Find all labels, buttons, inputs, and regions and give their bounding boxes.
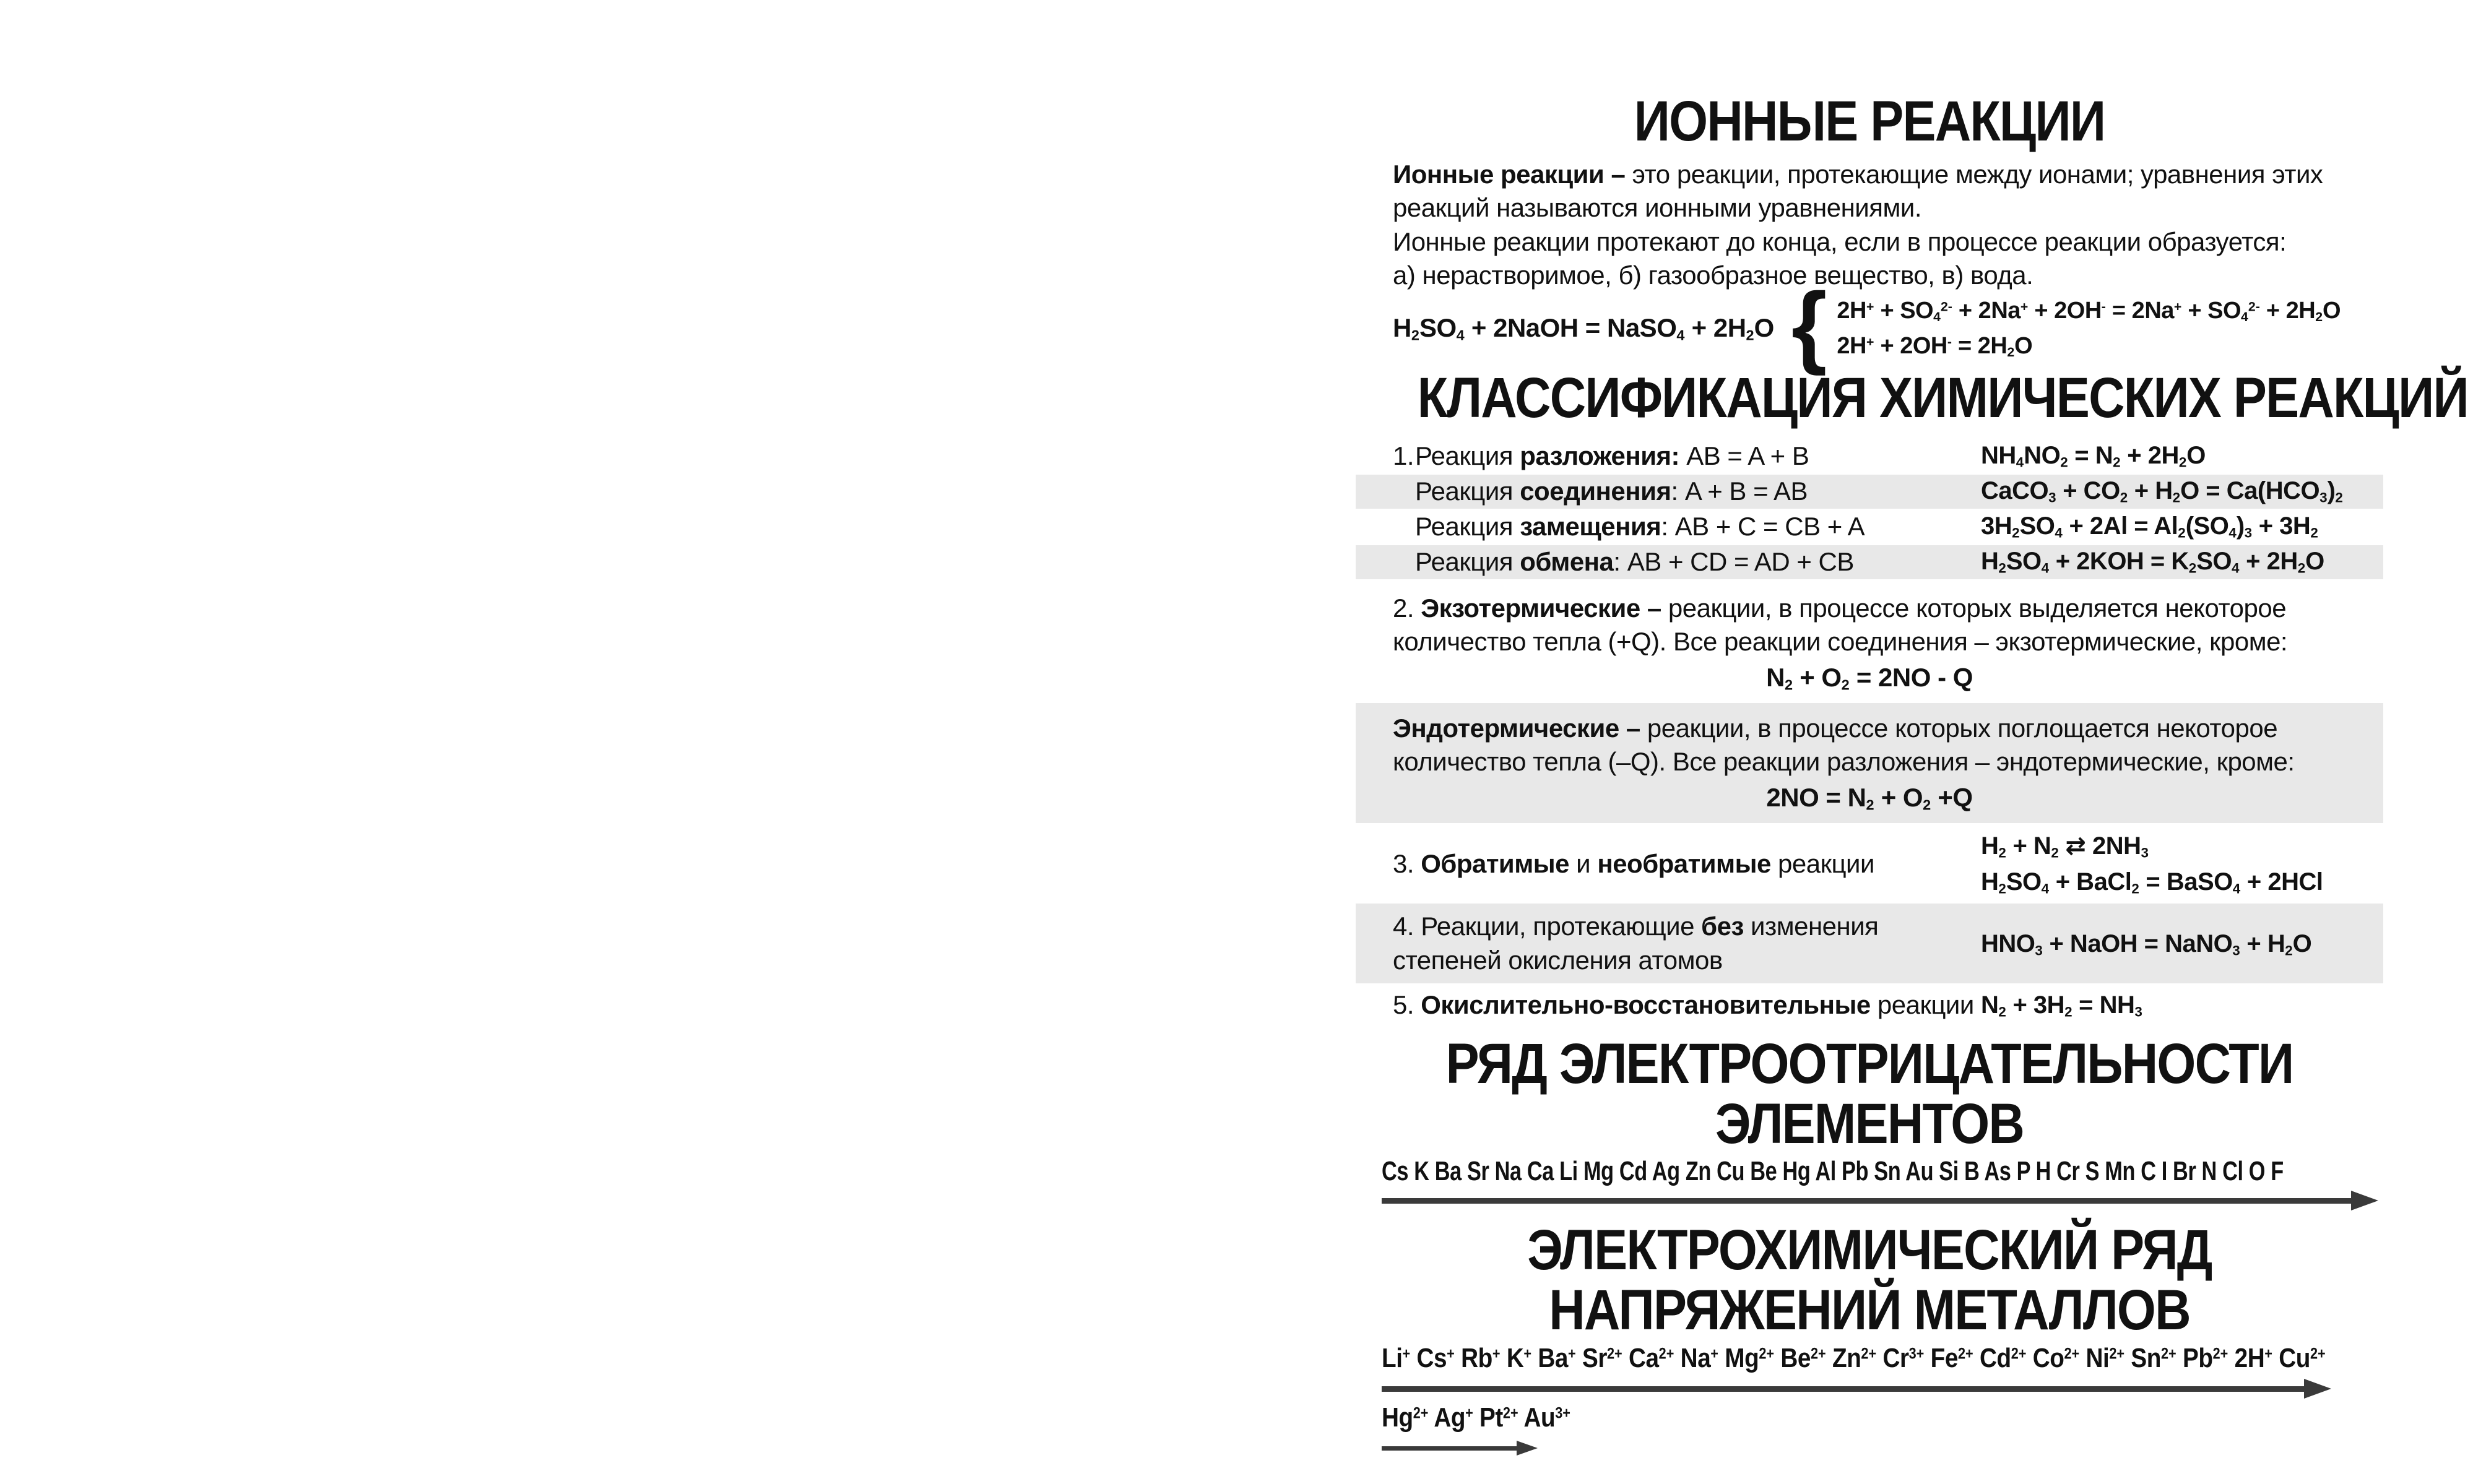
definition-text-line: 2. Экзотермические – реакции, в процессе которых выделяется некоторое bbox=[1393, 593, 2287, 623]
intro-text-line: реакций называются ионными уравнениями. bbox=[1393, 193, 1921, 223]
table-row bbox=[1356, 439, 2383, 473]
activity-series-row-1 bbox=[1356, 1343, 2383, 1378]
activity-series-arrow-1-icon bbox=[1382, 1379, 2331, 1399]
definition-text-line: количество тепла (+Q). Все реакции соединения – экзотермические, кроме: bbox=[1393, 627, 2288, 657]
endothermic-definition bbox=[1356, 712, 2383, 779]
row-number: 1. bbox=[1393, 441, 1414, 471]
reaction-type-label bbox=[1356, 547, 1981, 577]
reaction-type-label bbox=[1356, 512, 1981, 541]
reversible-example-formula: $H_2 + N_2$ ⇄ $2NH_3$ bbox=[1981, 832, 2149, 861]
arrow-head bbox=[1517, 1441, 1538, 1456]
row-number bbox=[1393, 547, 1415, 577]
classification-title: КЛАССИФИКАЦИЯ ХИМИЧЕСКИХ РЕАКЦИЙ bbox=[1417, 366, 2468, 429]
table-row bbox=[1356, 475, 2383, 509]
item-label: 3. Обратимые и необратимые реакции bbox=[1393, 848, 1874, 878]
item-label-line: степеней окисления атомов bbox=[1393, 945, 1723, 975]
endothermic-exception-formula: $2NO = N_2 + O_2 +Q$ bbox=[1766, 782, 1973, 813]
reaction-example-formula: $NH_4NO_2 = N_2 + 2H_2O$ bbox=[1981, 441, 2206, 470]
activity-series-row-2 bbox=[1356, 1402, 2383, 1437]
ionic-reactions-title: ИОННЫЕ РЕАКЦИИ bbox=[1634, 90, 2105, 153]
net-ionic-equation: $2H^+ + 2OH^- = 2H_2O$ bbox=[1837, 332, 2033, 360]
reaction-types-table bbox=[1356, 439, 2383, 579]
definition-text-line: Эндотермические – реакции, в процессе которых поглощается некоторое bbox=[1393, 713, 2278, 743]
exothermic-exception-formula: $N_2 + O_2 = 2NO - Q$ bbox=[1766, 662, 1973, 693]
item-label: 5. Окислительно-восстановительные реакции bbox=[1393, 990, 1974, 1019]
reaction-type-text: Реакция разложения: AB = A + B bbox=[1415, 441, 1809, 471]
arrow-line bbox=[1382, 1386, 2305, 1392]
ionic-reactions-intro bbox=[1356, 158, 2383, 293]
no-oxidation-change-row bbox=[1356, 904, 2383, 983]
exothermic-definition bbox=[1356, 592, 2383, 659]
activity-series-arrow-2-icon bbox=[1382, 1438, 1538, 1458]
electronegativity-title-line: РЯД ЭЛЕКТРООТРИЦАТЕЛЬНОСТИ bbox=[1445, 1032, 2293, 1096]
curly-brace-icon: { bbox=[1791, 274, 1827, 376]
electronegativity-title-line: ЭЛЕМЕНТОВ bbox=[1715, 1092, 2024, 1155]
activity-series-line-2: $Hg^{2+}$ Ag+ $Pt^{2+}$ $Au^{3+}$ bbox=[1382, 1402, 1570, 1433]
reaction-example-formula: $3H_2SO_4 + 2Al = Al_2(SO_4)_3 + 3H_2$ bbox=[1981, 512, 2318, 541]
row-number bbox=[1393, 512, 1415, 541]
electronegativity-title bbox=[1418, 1034, 2322, 1154]
table-row bbox=[1356, 545, 2383, 579]
electrochemical-title-line: НАПРЯЖЕНИЙ МЕТАЛЛОВ bbox=[1549, 1278, 2190, 1342]
reaction-type-label bbox=[1356, 441, 1981, 471]
reaction-type-text: Реакция обмена: AB + CD = AD + CB bbox=[1415, 547, 1854, 577]
reaction-example-formula: $H_2SO_4 + 2KOH = K_2SO_4 + 2H_2O$ bbox=[1981, 547, 2324, 576]
row-number bbox=[1393, 477, 1415, 506]
full-ionic-equation: $2H^+ + SO_4^{2-} + 2Na^+ + 2OH^- = 2Na^+ + SO_4^{2-} + 2H_2O$ bbox=[1837, 297, 2341, 325]
item-label-line: 4. Реакции, протекающие без изменения bbox=[1393, 912, 1879, 941]
arrow-head bbox=[2351, 1191, 2378, 1210]
reaction-type-text: Реакция замещения: AB + C = CB + A bbox=[1415, 512, 1865, 541]
electronegativity-increase-arrow-icon bbox=[1382, 1191, 2378, 1210]
reference-sheet-content bbox=[1356, 90, 2468, 1458]
reversible-reactions-row bbox=[1356, 828, 2383, 900]
item-example-formulas bbox=[1981, 828, 2323, 900]
arrow-line bbox=[1382, 1446, 1518, 1451]
item-example-formula: $HNO_3$ + NaOH = NaNO$_3$ + $H_2O$ bbox=[1981, 930, 2312, 958]
item-label bbox=[1356, 910, 1981, 977]
electrochemical-title bbox=[1418, 1220, 2322, 1340]
irreversible-example-formula: $H_2SO_4$ + BaCl$_2$ = BaSO$_4$ + 2HCl bbox=[1981, 868, 2323, 897]
activity-series-line-1: Li+ Cs+ Rb+ K+ Ba+ $Sr^{2+}$ $Ca^{2+}$ Na+ $Mg^{2+}$ $Be^{2+}$ $Zn^{2+}$ $Cr^{3+}$ $Fe^{2+}$ $Cd^{2+}$ $Co^{2+}$ $Ni^{2+}$ $Sn^{2+}$ $Pb^{2+}$ 2H+ $Cu^{2+}$ bbox=[1382, 1342, 2326, 1373]
reaction-type-text: Реакция соединения: A + B = AB bbox=[1415, 477, 1808, 506]
table-row bbox=[1356, 510, 2383, 544]
arrow-head bbox=[2304, 1379, 2331, 1399]
ionic-equations bbox=[1837, 293, 2341, 364]
intro-text-line: а) нерастворимое, б) газообразное вещество, в) вода. bbox=[1393, 261, 2033, 290]
intro-text-line: Ионные реакции – это реакции, протекающие между ионами; уравнения этих bbox=[1393, 159, 2323, 189]
arrow-line bbox=[1382, 1198, 2352, 1204]
reaction-type-label bbox=[1356, 477, 1981, 506]
reaction-example-formula: CaCO$_3$ + $CO_2 + H_2O = Ca(HCO_3)_2$ bbox=[1981, 477, 2343, 506]
endothermic-definition-block bbox=[1356, 703, 2383, 823]
electrochemical-title-line: ЭЛЕКТРОХИМИЧЕСКИЙ РЯД bbox=[1527, 1219, 2212, 1282]
definition-text-line: количество тепла (–Q). Все реакции разложения – эндотермические, кроме: bbox=[1393, 747, 2295, 777]
redox-reactions-row bbox=[1356, 988, 2383, 1022]
molecular-equation: $H_2SO_4$ + 2NaOH = NaSO$_4$ + $2H_2O$ bbox=[1393, 313, 1774, 343]
intro-text-line: Ионные реакции протекают до конца, если в процессе реакции образуется: bbox=[1393, 226, 2287, 256]
item-example-formula: $N_2 + 3H_2 = NH_3$ bbox=[1981, 991, 2142, 1020]
electronegativity-series: Cs K Ba Sr Na Ca Li Mg Cd Ag Zn Cu Be Hg Al Pb Sn Au Si B As P H Cr S Mn C I Br N Cl O F bbox=[1382, 1156, 2284, 1187]
electronegativity-series-row bbox=[1356, 1156, 2383, 1189]
